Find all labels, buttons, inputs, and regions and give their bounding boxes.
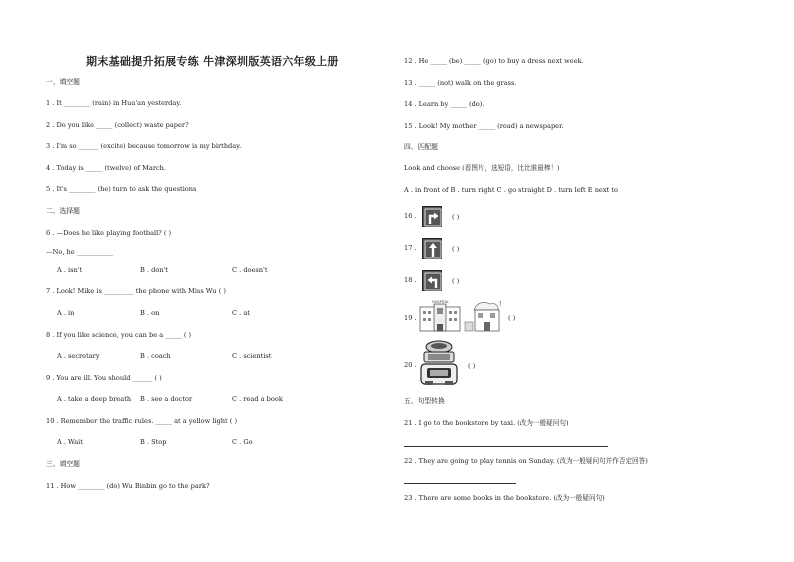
- section-heading-matching: 四、匹配题: [404, 143, 438, 151]
- question-8-option-c: C . scientist: [232, 352, 272, 360]
- question-10: 10 . Remember the traffic rules. _____ at a yellow light ( ): [46, 417, 238, 425]
- hospital-and-building-picture: [418, 298, 502, 332]
- question-20-answer: ( ): [468, 362, 476, 370]
- question-17-label: 17 .: [404, 244, 417, 252]
- question-18-label: 18 .: [404, 276, 417, 284]
- turn-right-sign-icon: [422, 206, 442, 227]
- section-heading-fill-blank-1: 一、填空题: [46, 78, 80, 86]
- question-18-answer: ( ): [452, 277, 460, 285]
- question-9-option-b: B . see a doctor: [140, 395, 193, 403]
- question-19-answer: ( ): [508, 314, 516, 322]
- question-7-option-a: A . in: [57, 309, 75, 317]
- svg-text:!: !: [499, 301, 502, 308]
- question-16-answer: ( ): [452, 213, 460, 221]
- question-7-option-c: C . at: [232, 309, 250, 317]
- question-6-option-b: B . don't: [140, 266, 169, 274]
- question-14: 14 . Learn by _____ (do).: [404, 100, 485, 108]
- section-heading-sentence-transform: 五、句型转换: [404, 397, 445, 405]
- turn-left-sign-icon: [422, 270, 442, 291]
- question-23: 23 . There are some books in the bookstore. (改为一般疑问句): [404, 494, 605, 502]
- robot-picture: [418, 339, 460, 387]
- question-6-option-c: C . doesn't: [232, 266, 268, 274]
- question-4: 4 . Today is _____ (twelve) of March.: [46, 164, 167, 172]
- hospital-sign-text: HOSPITAL: [432, 300, 449, 304]
- question-13: 13 . _____ (not) walk on the grass.: [404, 79, 517, 87]
- question-9-option-a: A . take a deep breath: [57, 395, 132, 403]
- question-20-label: 20 .: [404, 361, 417, 369]
- question-5: 5 . It's ________ (he) turn to ask the questions: [46, 185, 197, 193]
- section-heading-fill-blank-2: 三、填空题: [46, 460, 80, 468]
- go-straight-sign-icon: [422, 238, 442, 259]
- question-10-option-b: B . Stop: [140, 438, 167, 446]
- question-21: 21 . I go to the bookstore by taxi. (改为一般疑问句): [404, 419, 569, 427]
- question-8: 8 . If you like science, you can be a _____ ( ): [46, 331, 192, 339]
- question-7: 7 . Look! Mike is _________ the phone with Miss Wu ( ): [46, 287, 226, 295]
- page-title: 期末基础提升拓展专练 牛津深圳版英语六年级上册: [86, 55, 339, 68]
- question-1: 1 . It ________ (rain) in Hua'an yesterday.: [46, 99, 182, 107]
- question-9-option-c: C . read a book: [232, 395, 283, 403]
- question-22: 22 . They are going to play tennis on Sunday. (改为一般疑问句并作否定回答): [404, 457, 648, 465]
- question-10-option-a: A . Wait: [57, 438, 83, 446]
- question-17-answer: ( ): [452, 245, 460, 253]
- question-16-label: 16 .: [404, 212, 417, 220]
- question-8-option-b: B . coach: [140, 352, 171, 360]
- question-12: 12 . He _____ (be) _____ (go) to buy a dress next week.: [404, 57, 584, 65]
- question-2: 2 . Do you like _____ (collect) waste paper?: [46, 121, 189, 129]
- question-7-option-b: B . on: [140, 309, 160, 317]
- question-3: 3 . I'm so ______ (excite) because tomorrow is my birthday.: [46, 142, 242, 150]
- question-11: 11 . How ________ (do) Wu Binbin go to the park?: [46, 482, 210, 490]
- matching-choices: A . in front of B . turn right C . go straight D . turn left E next to: [404, 186, 618, 194]
- question-21-answer-line: [404, 446, 608, 447]
- question-22-answer-line: [404, 483, 516, 484]
- question-15: 15 . Look! My mother _____ (read) a newspaper.: [404, 122, 564, 130]
- section-heading-multiple-choice: 二、选择题: [46, 207, 80, 215]
- matching-instruction: Look and choose (看图片，选短语，比比谁最棒！): [404, 164, 560, 172]
- question-8-option-a: A . secretary: [57, 352, 100, 360]
- question-9: 9 . You are ill. You should ______ ( ): [46, 374, 162, 382]
- question-10-option-c: C . Go: [232, 438, 253, 446]
- question-19-label: 19 .: [404, 314, 417, 322]
- question-6-option-a: A . isn't: [57, 266, 83, 274]
- question-6: 6 . —Does he like playing football? ( ): [46, 229, 172, 237]
- question-6-answer-line: —No, he ___________: [46, 248, 114, 256]
